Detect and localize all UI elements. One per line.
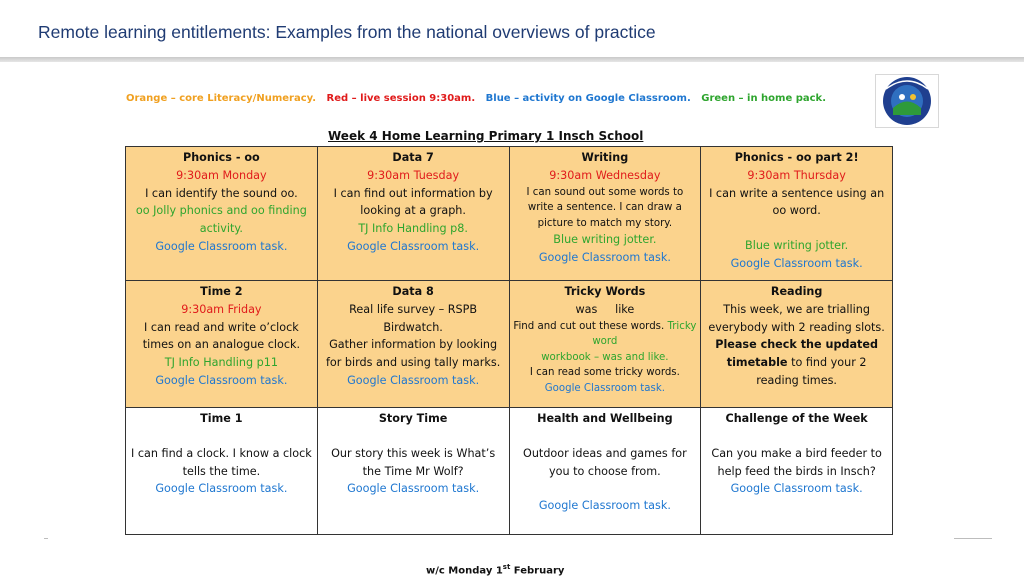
- footer-ordinal: st: [502, 563, 511, 571]
- cell-body: I can write a sentence using an oo word.: [709, 186, 885, 218]
- cell-title: Phonics - oo: [183, 151, 260, 164]
- cell-google-task: Google Classroom task.: [347, 373, 480, 387]
- cell-title: Writing: [581, 151, 629, 164]
- cell-body: [513, 319, 698, 366]
- cell-phonics-oo-part-2: [701, 147, 893, 281]
- cell-title: Challenge of the Week: [725, 412, 868, 425]
- cell-phonics-oo: [126, 147, 318, 281]
- cell-spacer: [704, 220, 889, 237]
- cell-google-task: Google Classroom task.: [730, 482, 863, 496]
- cell-title: Time 2: [200, 285, 243, 298]
- cell-title: Story Time: [378, 412, 448, 425]
- school-badge-icon: [876, 75, 938, 127]
- cell-title: Time 1: [200, 412, 243, 425]
- cell-time: 9:30am Monday: [176, 168, 267, 182]
- cell-reading: [701, 281, 893, 408]
- grid-row: [126, 281, 893, 408]
- cell-challenge: [701, 408, 893, 535]
- key-red: Red – live session 9:30am.: [326, 93, 476, 104]
- cell-title: Reading: [770, 285, 823, 298]
- cell-spacer: [129, 428, 314, 445]
- grid-row: [126, 408, 893, 535]
- cell-body: I can read some tricky words.: [529, 367, 680, 379]
- cell-google-task: Google Classroom task.: [155, 373, 288, 387]
- cell-body: I can find out information by looking at a graph.: [333, 186, 493, 218]
- cell-spacer: [513, 480, 698, 497]
- cell-time-2: [126, 281, 318, 408]
- cell-time: 9:30am Friday: [181, 302, 262, 316]
- cell-google-task: Google Classroom task.: [347, 239, 480, 253]
- cell-jotter: Blue writing jotter.: [553, 233, 657, 247]
- footer-month: February: [510, 565, 565, 576]
- cell-body: [704, 301, 889, 390]
- home-learning-grid: [125, 146, 893, 535]
- cell-body: Our story this week is What’s the Time Mr Wolf?: [331, 446, 496, 478]
- footer-prefix: w/c Monday 1: [426, 565, 503, 576]
- cell-body: Gather information by looking for birds and using tally marks.: [325, 338, 501, 370]
- cell-health-wellbeing: [509, 408, 701, 535]
- cell-spacer: [321, 428, 506, 445]
- cell-home-pack: TJ Info Handling p11: [164, 356, 278, 370]
- cell-title: Health and Wellbeing: [537, 412, 673, 425]
- cell-body: I can read and write o’clock times on an analogue clock.: [142, 320, 301, 352]
- cell-data-8: [317, 281, 509, 408]
- cell-home-pack: TJ Info Handling p8.: [358, 222, 468, 236]
- cell-jotter: Blue writing jotter.: [745, 239, 849, 253]
- colour-key: [126, 93, 833, 104]
- week-commencing: [426, 563, 564, 576]
- cell-google-task: Google Classroom task.: [538, 250, 671, 264]
- cell-body: Can you make a bird feeder to help feed the birds in Insch?: [711, 446, 882, 478]
- cell-google-task: Google Classroom task.: [347, 482, 480, 496]
- cell-time: 9:30am Tuesday: [367, 168, 460, 182]
- school-logo: [875, 74, 939, 128]
- key-blue: Blue – activity on Google Classroom.: [485, 93, 691, 104]
- cell-story-time: [317, 408, 509, 535]
- cell-tricky-words: [509, 281, 701, 408]
- cell-time-1: [126, 408, 318, 535]
- cell-body-text: to find your 2 reading times.: [756, 356, 867, 387]
- cell-title: Data 7: [392, 151, 434, 164]
- cell-body-text: Find and cut out these words.: [513, 320, 665, 332]
- cell-body: I can find a clock. I know a clock tells the time.: [131, 446, 312, 478]
- slide-title: Remote learning entitlements: Examples from the national overviews of practice: [38, 22, 656, 42]
- cell-body: I can identify the sound oo.: [145, 186, 298, 200]
- cell-google-task: Google Classroom task.: [544, 382, 665, 394]
- right-edge-line: [954, 538, 992, 539]
- key-orange: Orange – core Literacy/Numeracy.: [126, 93, 317, 104]
- cell-writing: [509, 147, 701, 281]
- cell-body-text: This week, we are trialling everybody with 2 reading slots.: [708, 302, 885, 334]
- cell-home-pack: oo Jolly phonics and oo finding activity.: [135, 204, 307, 236]
- cell-body: Outdoor ideas and games for you to choose from.: [523, 446, 687, 478]
- cell-workbook: Tricky word: [592, 320, 697, 348]
- cell-words: was like: [575, 302, 635, 316]
- cell-google-task: Google Classroom task.: [538, 499, 671, 513]
- cell-spacer: [704, 428, 889, 445]
- cell-time: 9:30am Thursday: [747, 168, 846, 182]
- key-green: Green – in home pack.: [701, 93, 827, 104]
- cell-google-task: Google Classroom task.: [155, 239, 288, 253]
- cell-title: Tricky Words: [564, 285, 646, 298]
- left-edge-line: [44, 538, 48, 539]
- cell-time: 9:30am Wednesday: [549, 168, 661, 182]
- title-divider: [0, 57, 1024, 62]
- grid-row: [126, 147, 893, 281]
- cell-data-7: [317, 147, 509, 281]
- cell-title: Data 8: [392, 285, 434, 298]
- cell-title: Phonics - oo part 2!: [734, 151, 859, 164]
- cell-workbook-detail: workbook – was and like.: [541, 351, 669, 363]
- cell-body: Real life survey – RSPB Birdwatch.: [349, 302, 478, 334]
- cell-spacer: [513, 428, 698, 445]
- cell-body-bold: Please check the updated timetable: [715, 338, 878, 370]
- week-heading: Week 4 Home Learning Primary 1 Insch School: [328, 129, 644, 143]
- cell-google-task: Google Classroom task.: [730, 256, 863, 270]
- cell-body: I can sound out some words to write a sentence. I can draw a picture to match my story.: [526, 186, 684, 229]
- cell-google-task: Google Classroom task.: [155, 482, 288, 496]
